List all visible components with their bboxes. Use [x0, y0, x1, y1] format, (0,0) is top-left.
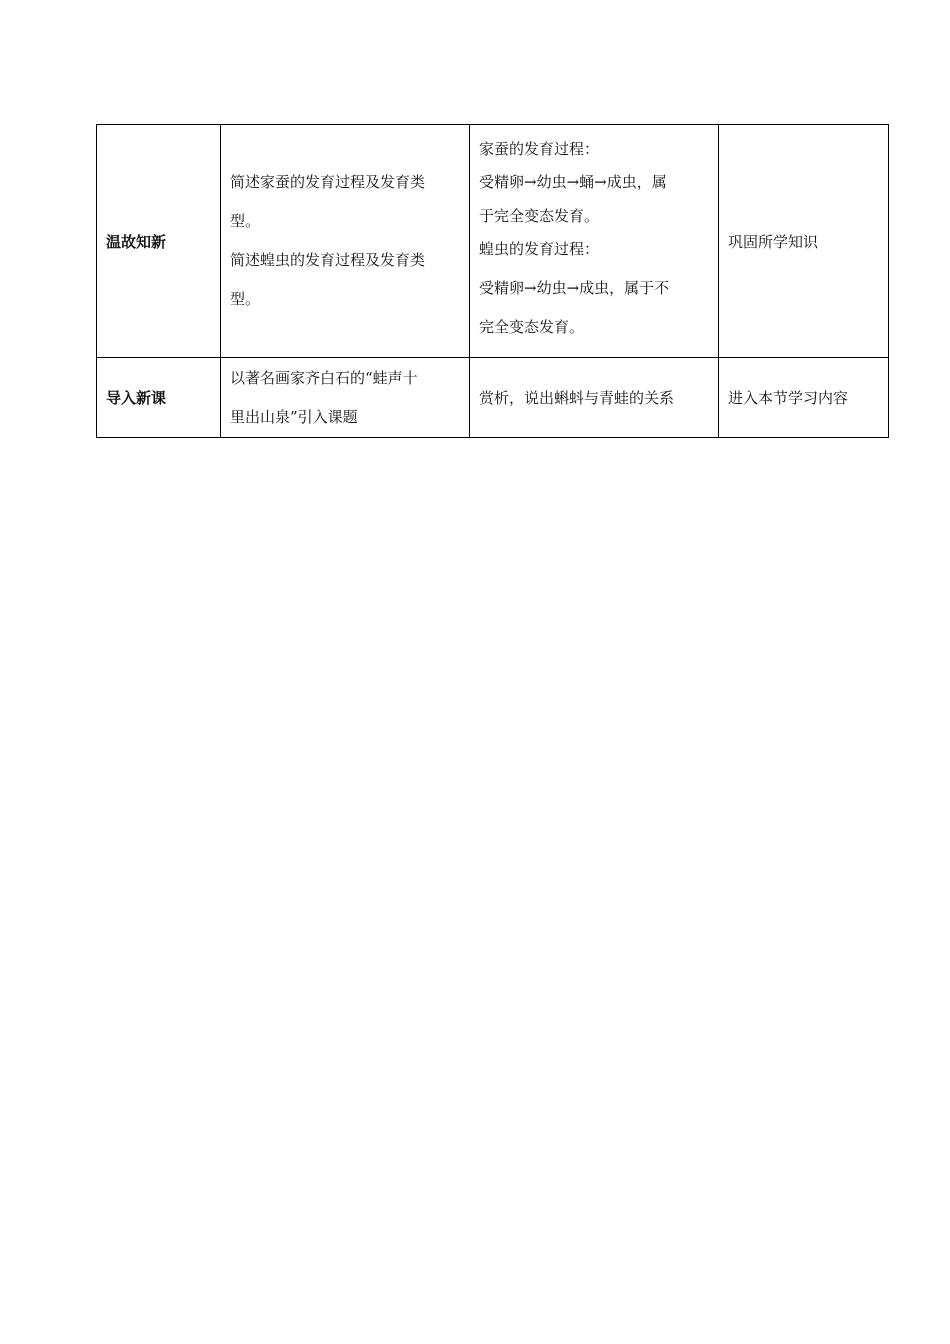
purpose-text: 巩固所学知识 — [728, 232, 819, 251]
teacher-activity-line: 型。 — [230, 212, 261, 230]
student-activity-line: 于完全变态发育。 — [479, 207, 600, 225]
teacher-activity-cell — [221, 125, 470, 358]
table-row — [97, 125, 889, 358]
stage-label: 导入新课 — [106, 389, 167, 407]
student-activity-cell — [470, 358, 719, 438]
student-activity-cell — [470, 125, 719, 358]
purpose-cell — [719, 125, 889, 358]
lesson-plan-table — [96, 124, 889, 438]
stage-cell — [97, 358, 221, 438]
purpose-text: 进入本节学习内容 — [728, 389, 849, 407]
teacher-activity-line: 以著名画家齐白石的“蛙声十 — [230, 368, 418, 387]
teacher-activity-cell — [221, 358, 470, 438]
stage-label: 温故知新 — [106, 232, 167, 251]
teacher-activity-line: 里出山泉”引入课题 — [230, 407, 358, 426]
student-activity-line: 受精卵→幼虫→成虫，属于不 — [479, 279, 670, 297]
student-activity-line: 赏析，说出蝌蚪与青蛙的关系 — [479, 389, 675, 407]
teacher-activity-line: 简述家蚕的发育过程及发育类 — [230, 173, 426, 191]
teacher-activity-line: 型。 — [230, 290, 261, 308]
stage-cell — [97, 125, 221, 358]
student-activity-line: 蝗虫的发育过程： — [479, 240, 600, 258]
student-activity-line: 完全变态发育。 — [479, 318, 585, 336]
student-activity-line: 受精卵→幼虫→蛹→成虫，属 — [479, 173, 667, 191]
teacher-activity-line: 简述蝗虫的发育过程及发育类 — [230, 251, 426, 269]
student-activity-line: 家蚕的发育过程： — [479, 140, 600, 158]
purpose-cell — [719, 358, 889, 438]
table-row — [97, 358, 889, 438]
